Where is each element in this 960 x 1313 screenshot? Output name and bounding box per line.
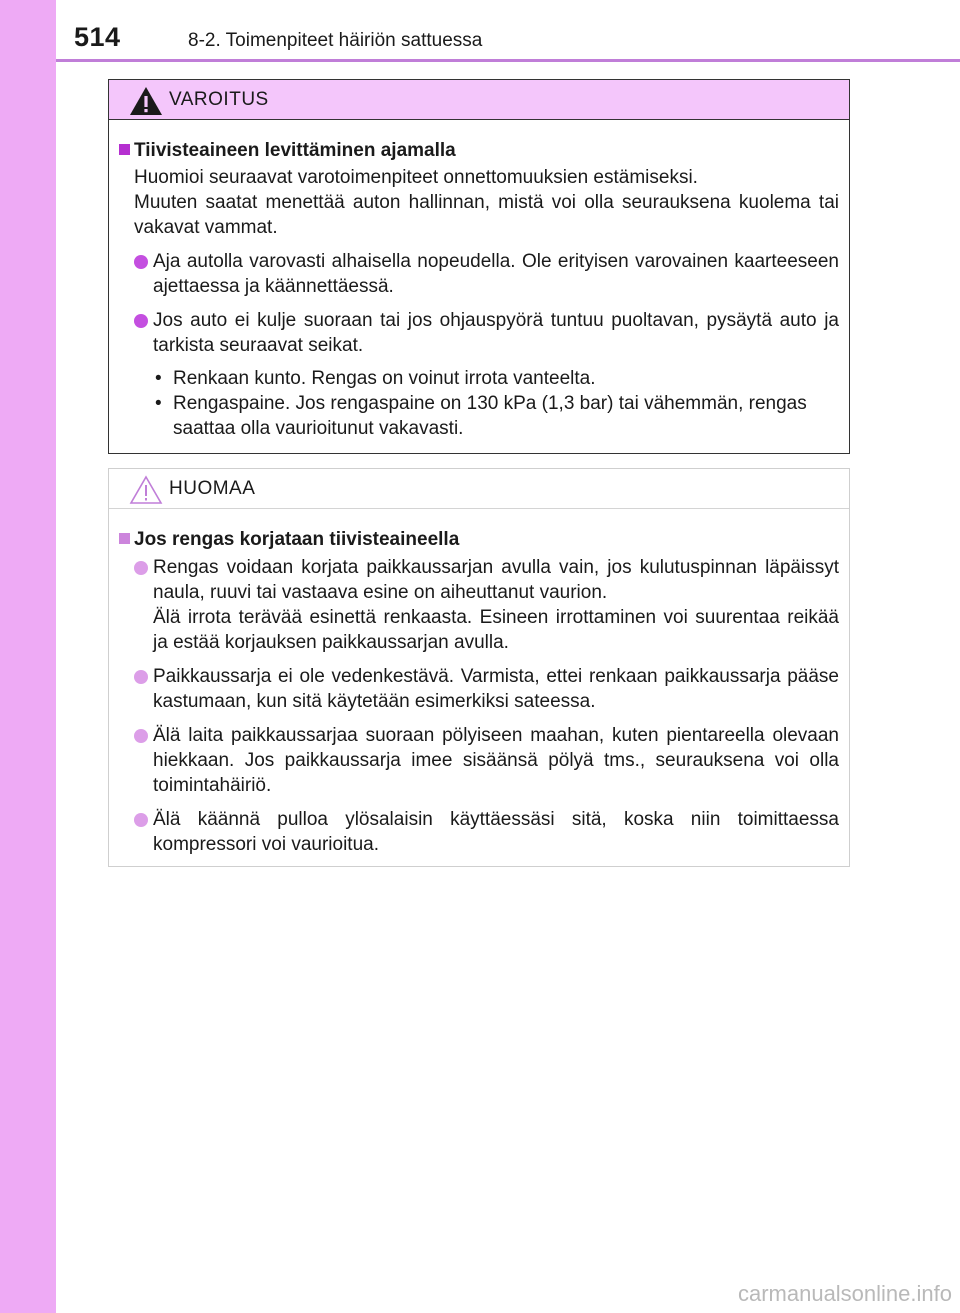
section-title: 8-2. Toimenpiteet häiriön sattuessa: [188, 30, 483, 51]
warning-bullet: Jos auto ei kulje suoraan tai jos ohjauspyörä tuntuu puoltavan, pysäytä auto ja tarkista seuraavat seikat.: [119, 308, 839, 358]
notice-bullet: Älä laita paikkaussarjaa suoraan pölyiseen maahan, kuten pientareella olevaan hiekkaan. Jos paikkaussarja imee sisäänsä pölyä tms., seurauksena voi olla toimintahäiriö.: [119, 723, 839, 798]
warning-intro-1: Huomioi seuraavat varotoimenpiteet onnettomuuksien estämiseksi.: [134, 167, 698, 188]
notice-heading: Jos rengas korjataan tiivisteaineella: [119, 527, 839, 552]
round-bullet-icon: [134, 729, 148, 743]
round-bullet-icon: [134, 561, 148, 575]
warning-box: [108, 79, 850, 454]
warning-bullet: Aja autolla varovasti alhaisella nopeudella. Ole erityisen varovainen kaarteeseen ajettaessa ja käännettäessä.: [119, 249, 839, 299]
small-bullet-icon: •: [155, 368, 162, 389]
notice-bullet: Paikkaussarja ei ole vedenkestävä. Varmista, ettei renkaan paikkaussarja pääse kastumaan, kun sitä käytetään esimerkiksi sateessa.: [119, 664, 839, 714]
warning-subitem: • Renkaan kunto. Rengas on voinut irrota vanteelta.: [155, 368, 596, 389]
notice-bullet: Älä käännä pulloa ylösalaisin käyttäessäsi sitä, koska niin toimittaessa kompressori voi vaurioitua.: [119, 807, 839, 857]
notice-bullet: Rengas voidaan korjata paikkaussarjan avulla vain, jos kulutuspinnan läpäissyt naula, ruuvi tai vastaava esine on aiheuttanut vaurion. Älä irrota terävää esinettä renkaasta. Esineen irrottaminen voi suurentaa reikää ja estää korjauksen paikkaussarjan avulla.: [119, 555, 839, 655]
caution-triangle-outline-icon: [129, 475, 163, 505]
page-number: 514: [74, 22, 121, 52]
square-bullet-icon: [119, 533, 130, 544]
notice-header: [109, 469, 849, 509]
notice-label: HUOMAA: [169, 478, 256, 499]
round-bullet-icon: [134, 255, 148, 269]
notice-box: [108, 468, 850, 867]
round-bullet-icon: [134, 670, 148, 684]
page-header: [56, 0, 960, 62]
notice-body: [109, 509, 849, 857]
warning-intro-2: Muuten saatat menettää auton hallinnan, mistä voi olla seurauksena kuolema tai vakavat vammat.: [134, 192, 839, 238]
side-color-band: [0, 0, 56, 1313]
round-bullet-icon: [134, 314, 148, 328]
warning-subitem: • Rengaspaine. Jos rengaspaine on 130 kPa (1,3 bar) tai vähemmän, rengas saattaa olla vaurioitunut vakavasti.: [155, 393, 807, 439]
warning-triangle-icon: [129, 86, 163, 116]
warning-label: VAROITUS: [169, 89, 269, 110]
warning-body: [109, 120, 849, 441]
round-bullet-icon: [134, 813, 148, 827]
square-bullet-icon: [119, 144, 130, 155]
warning-header: [109, 80, 849, 120]
watermark-link[interactable]: carmanualsonline.info: [737, 1281, 952, 1306]
warning-heading: Tiivisteaineen levittäminen ajamalla: [119, 138, 839, 163]
small-bullet-icon: •: [155, 393, 162, 414]
